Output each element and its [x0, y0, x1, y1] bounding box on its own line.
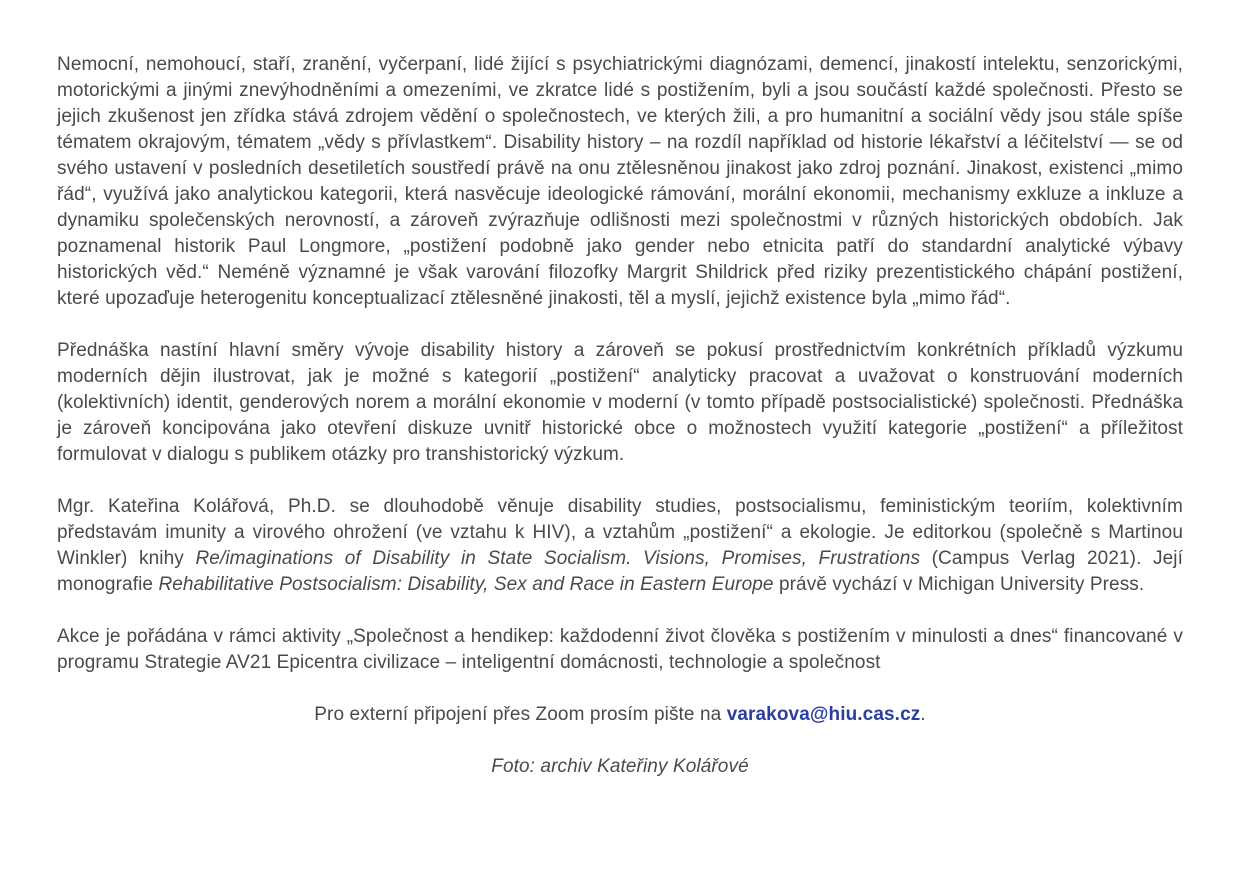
text-run: Mgr. Kateřina Kolářová, Ph.D. se dlouhodobě věnuje disability studies, postsocialismu, feministickým teoriím, kolektivním představám imunity a virového ohrožení (ve vztahu k HIV), a vztahům „postižení“ a ekologie. Je editorkou (společně s Martinou Winkler) knihy: [57, 496, 1183, 569]
paragraph-speaker-bio: [57, 494, 1183, 598]
italic-text-run: Re/imaginations of Disability in State Socialism. Visions, Promises, Frustrations: [195, 548, 921, 569]
paragraph-photo-credit: [57, 754, 1183, 780]
text-run: právě vychází v Michigan University Press.: [773, 574, 1145, 595]
paragraph-zoom-contact: [57, 702, 1183, 728]
text-run: Nemocní, nemohoucí, staří, zranění, vyčerpaní, lidé žijící s psychiatrickými diagnózami, demencí, jinakostí intelektu, senzorickými, motorickými a jinými znevýhodněními a omezeními, ve zkratce lidé s postižením, byli a jsou součástí každé společnosti. Přesto se jejich zkušenost jen zřídka stává zdrojem vědění o společnostech, ve kterých žili, a pro humanitní a sociální vědy jsou stále spíše tématem okrajovým, tématem „vědy s přívlastkem“. Disability history – na rozdíl například od historie lékařství a léčitelství — se od svého ustavení v posledních desetiletích soustředí právě na onu ztělesněnou jinakost jako zdroj poznání. Jinakost, existenci „mimo řád“, využívá jako analytickou kategorii, která nasvěcuje ideologické rámování, morální ekonomii, mechanismy exkluze a inkluze a dynamiku společenských nerovností, a zároveň zvýrazňuje odlišnosti mezi společnostmi v různých historických obdobích. Jak poznamenal historik Paul Longmore, „postižení podobně jako gender nebo etnicita patří do standardní analytické výbavy historických věd.“ Neméně významné je však varování filozofky Margrit Shildrick před riziky prezentistického chápání postižení, které upozaďuje heterogenitu konceptualizací ztělesněné jinakosti, těl a myslí, jejichž existence byla „mimo řád“.: [57, 54, 1183, 309]
paragraph-intro: [57, 52, 1183, 312]
text-run: .: [920, 704, 926, 725]
text-run: Pro externí připojení přes Zoom prosím pište na: [314, 704, 727, 725]
text-run: Akce je pořádána v rámci aktivity „Společnost a hendikep: každodenní život člověka s postižením v minulosti a dnes“ financované v programu Strategie AV21 Epicentra civilizace – inteligentní domácnosti, technologie a společnost: [57, 626, 1183, 673]
text-run: Přednáška nastíní hlavní směry vývoje disability history a zároveň se pokusí prostřednictvím konkrétních příkladů výzkumu moderních dějin ilustrovat, jak je možné s kategorií „postižení“ analyticky pracovat a uvažovat o konstruování moderních (kolektivních) identit, genderových norem a morální ekonomie v moderní (v tomto případě postsocialistické) společnosti. Přednáška je zároveň koncipována jako otevření diskuze uvnitř historické obce o možnostech využití kategorie „postižení“ a příležitost formulovat v dialogu s publikem otázky pro transhistorický výzkum.: [57, 340, 1183, 465]
email-link[interactable]: varakova@hiu.cas.cz: [726, 704, 921, 725]
paragraph-lecture-overview: [57, 338, 1183, 468]
italic-text-run: Foto: archiv Kateřiny Kolářové: [491, 756, 749, 777]
italic-text-run: Rehabilitative Postsocialism: Disability, Sex and Race in Eastern Europe: [158, 574, 774, 595]
text-run: (Campus Verlag 2021). Její monografie: [57, 548, 1183, 595]
paragraph-event-context: [57, 624, 1183, 676]
